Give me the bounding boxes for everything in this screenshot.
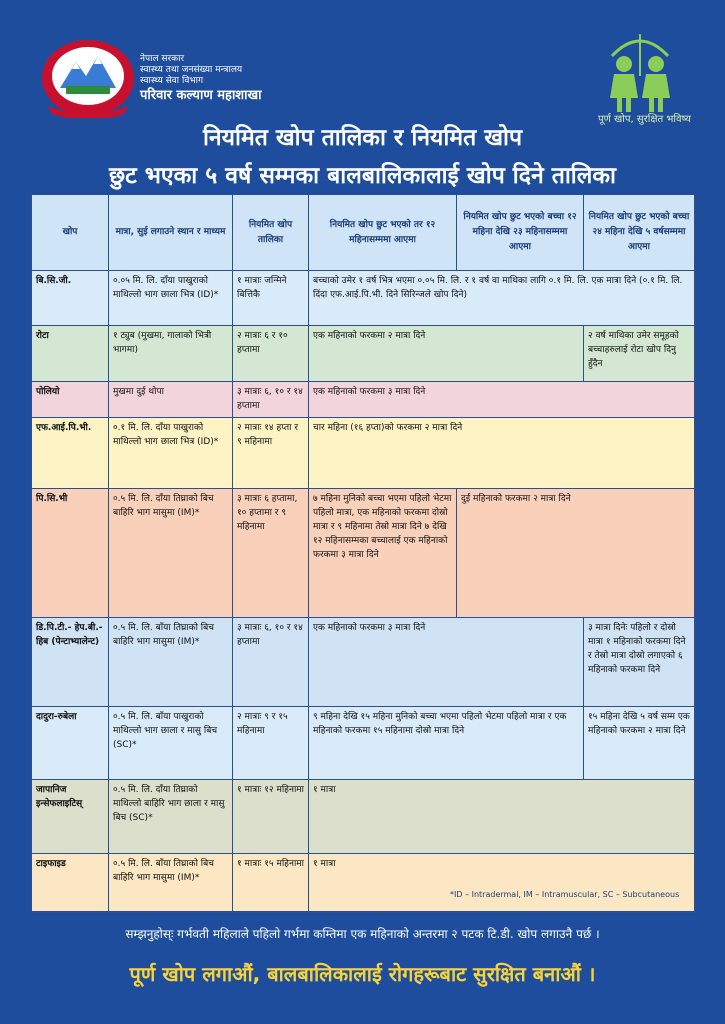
schedule-pcv: ३ मात्राः ६ हप्तामा, १० हप्तामा र ९ महिनामा [233, 489, 309, 618]
gov-line-1: नेपाल सरकार [140, 54, 185, 64]
vaccine-name-rota: रोटा [32, 326, 109, 382]
vaccine-name-polio: पोलियो [32, 382, 109, 418]
vaccine-name-je: जापानिज इन्सेफलाइटिस् [32, 780, 109, 854]
schedule-bcg: १ मात्राः जन्मिने बित्तिकै [233, 271, 309, 326]
missed-polio: एक महिनाको फरकमा ३ मात्रा दिने [309, 382, 695, 418]
gov-line-2: स्वास्थ्य तथा जनसंख्या मन्त्रालय [140, 65, 243, 75]
vaccine-name-bcg: बि.सि.जी. [32, 271, 109, 326]
missed-mr: ९ महिना देखि १५ महिना मुनिको बच्चा भएमा पहिलो भेटमा पहिलो मात्रा र एक महिनाको फरकमा १५ महिनामा दोस्रो मात्रा दिने [309, 707, 584, 780]
header-missed-12m: नियमित खोप छुट भएको तर १२ महिनासम्ममा आएमा [309, 195, 457, 271]
late-mr: १५ महिना देखि ५ वर्ष सम्म एक महिनाको फरकमा २ मात्रा दिने [584, 707, 695, 780]
gov-line-3: स्वास्थ्य सेवा विभाग [140, 76, 204, 86]
vaccine-name-typhoid: टाइफाइड [32, 854, 109, 912]
dose-bcg: ०.०५ मि. लि. दाँया पाखुराको माथिल्लो भाग छाला भित्र (ID)* [109, 271, 233, 326]
dose-rota: १ ट्युब (मुखमा, गालाको भित्री भागमा) [109, 326, 233, 382]
dose-polio: मुखमा दुई थोपा [109, 382, 233, 418]
schedule-fipv: २ मात्राः १४ हप्ता र ९ महिनामा [233, 418, 309, 489]
title-line-2: छुट भएका ५ वर्ष सम्मका बालबालिकालाई खोप दिने तालिका [109, 163, 616, 189]
header-dose: मात्रा, सुई लगाउने स्थान र माध्यम [109, 195, 233, 271]
slogan: पूर्ण खोप लगाऔं, बालबालिकालाई रोगहरूबाट सुरक्षित बनाऔं । [129, 962, 596, 986]
immunization-logo-icon [598, 26, 682, 116]
vaccine-schedule-table [31, 194, 696, 913]
missed-typhoid: १ मात्रा [309, 854, 695, 912]
header-schedule: नियमित खोप तालिका [233, 195, 309, 271]
government-heading [140, 54, 262, 104]
dose-mr: ०.५ मि. लि. बाँया पाखुराको माथिल्लो भाग छाला र मासु बिच (SC)* [109, 707, 233, 780]
vaccine-name-dpt: डि.पि.टी.- हेप.बी.-हिब (पेन्टाभ्यालेन्ट) [32, 618, 109, 707]
missed-fipv: चार महिना (१६ हप्ता)को फरकमा २ मात्रा दिने [309, 418, 695, 489]
schedule-mr: २ मात्राः ९ र १५ महिनामा [233, 707, 309, 780]
vaccine-name-pcv: पि.सि.भी [32, 489, 109, 618]
header-missed-12-23m: नियमित खोप छुट भएको बच्चा १२ महिना देखि २३ महिनासम्ममा आएमा [457, 195, 584, 271]
vaccine-name-fipv: एफ.आई.पि.भी. [32, 418, 109, 489]
missed-dpt: एक महिनाको फरकमा ३ मात्रा दिने [309, 618, 584, 707]
gov-line-4: परिवार कल्याण महाशाखा [140, 88, 262, 103]
schedule-je: १ मात्राः १२ महिनामा [233, 780, 309, 854]
nepal-emblem-icon [38, 36, 138, 118]
reminder-note: सम्झनुहोस्ः गर्भवती महिलाले पहिलो गर्भमा कम्तिमा एक महिनाको अन्तरमा २ पटक टि.डी. खोप लगाउनै पर्छ । [125, 927, 600, 941]
tagline: पूर्ण खोप, सुरक्षित भविष्य [598, 114, 691, 125]
title-line-1: नियमित खोप तालिका र नियमित खोप [202, 125, 523, 151]
dose-typhoid: ०.५ मि. लि. बाँया तिघ्राको बिच बाहिरि भाग मासुमा (IM)* [109, 854, 233, 912]
dose-dpt: ०.५ मि. लि. बाँया तिघ्राको बिच बाहिरि भाग मासुमा (IM)* [109, 618, 233, 707]
missed-pcv: ७ महिना मुनिको बच्चा भएमा पहिलो भेटमा पहिलो मात्रा, एक महिनाको फरकमा दोस्रो मात्रा र ९ महिनामा तेस्रो मात्रा दिने ७ देखि १२ महिनासम्मका बच्चालाई एक महिनाको फरकमा ३ मात्रा दिने [309, 489, 457, 618]
vaccine-name-mr: दादुरा-रुबेला [32, 707, 109, 780]
dose-pcv: ०.५ मि. लि. दाँया तिघ्राको बिच बाहिरि भाग मासुमा (IM)* [109, 489, 233, 618]
late-rota: २ वर्ष माथिका उमेर समूहको बच्चाहरुलाई रोटा खोप दिनु हुँदैन [584, 326, 695, 382]
missed-je: १ मात्रा [309, 780, 695, 854]
abbreviation-footnote: *ID – Intradermal, IM – Intramuscular, SC – Subcutaneous [450, 890, 680, 899]
header [0, 0, 725, 125]
dose-fipv: ०.१ मि. लि. दाँया पाखुराको माथिल्लो भाग छाला भित्र (ID)* [109, 418, 233, 489]
late-dpt: ३ मात्रा दिनेः पहिलो र दोस्रो मात्रा १ महिनाको फरकमा दिने र तेस्रो मात्रा दोस्रो लगाएको ६ महिनाको फरकमा दिने [584, 618, 695, 707]
missed-rota: एक महिनाको फरकमा २ मात्रा दिने [309, 326, 584, 382]
after-pcv: दुई महिनाको फरकमा २ मात्रा दिने [457, 489, 695, 618]
schedule-rota: २ मात्राः ६ र १० हप्तामा [233, 326, 309, 382]
missed-bcg: बच्चाको उमेर १ वर्ष भित्र भएमा ०.०५ मि. लि. र १ वर्ष वा माथिका लागि ०.१ मि. लि. एक मात्रा दिने (०.१ मि. लि. दिंदा एफ.आई.पि.भी. दिने सिरिन्जले खोप दिने) [309, 271, 695, 326]
header-vaccine: खोप [32, 195, 109, 271]
dose-je: ०.५ मि. लि. दाँया तिघ्राको माथिल्लो बाहिरि भाग छाला र मासु बिच (SC)* [109, 780, 233, 854]
schedule-dpt: ३ मात्राः ६, १० र १४ हप्तामा [233, 618, 309, 707]
header-missed-24m-5y: नियमित खोप छुट भएको बच्चा २४ महिना देखि ५ वर्षसम्ममा आएमा [584, 195, 695, 271]
schedule-polio: ३ मात्राः ६, १० र १४ हप्तामा [233, 382, 309, 418]
schedule-typhoid: १ मात्राः १५ महिनामा [233, 854, 309, 912]
